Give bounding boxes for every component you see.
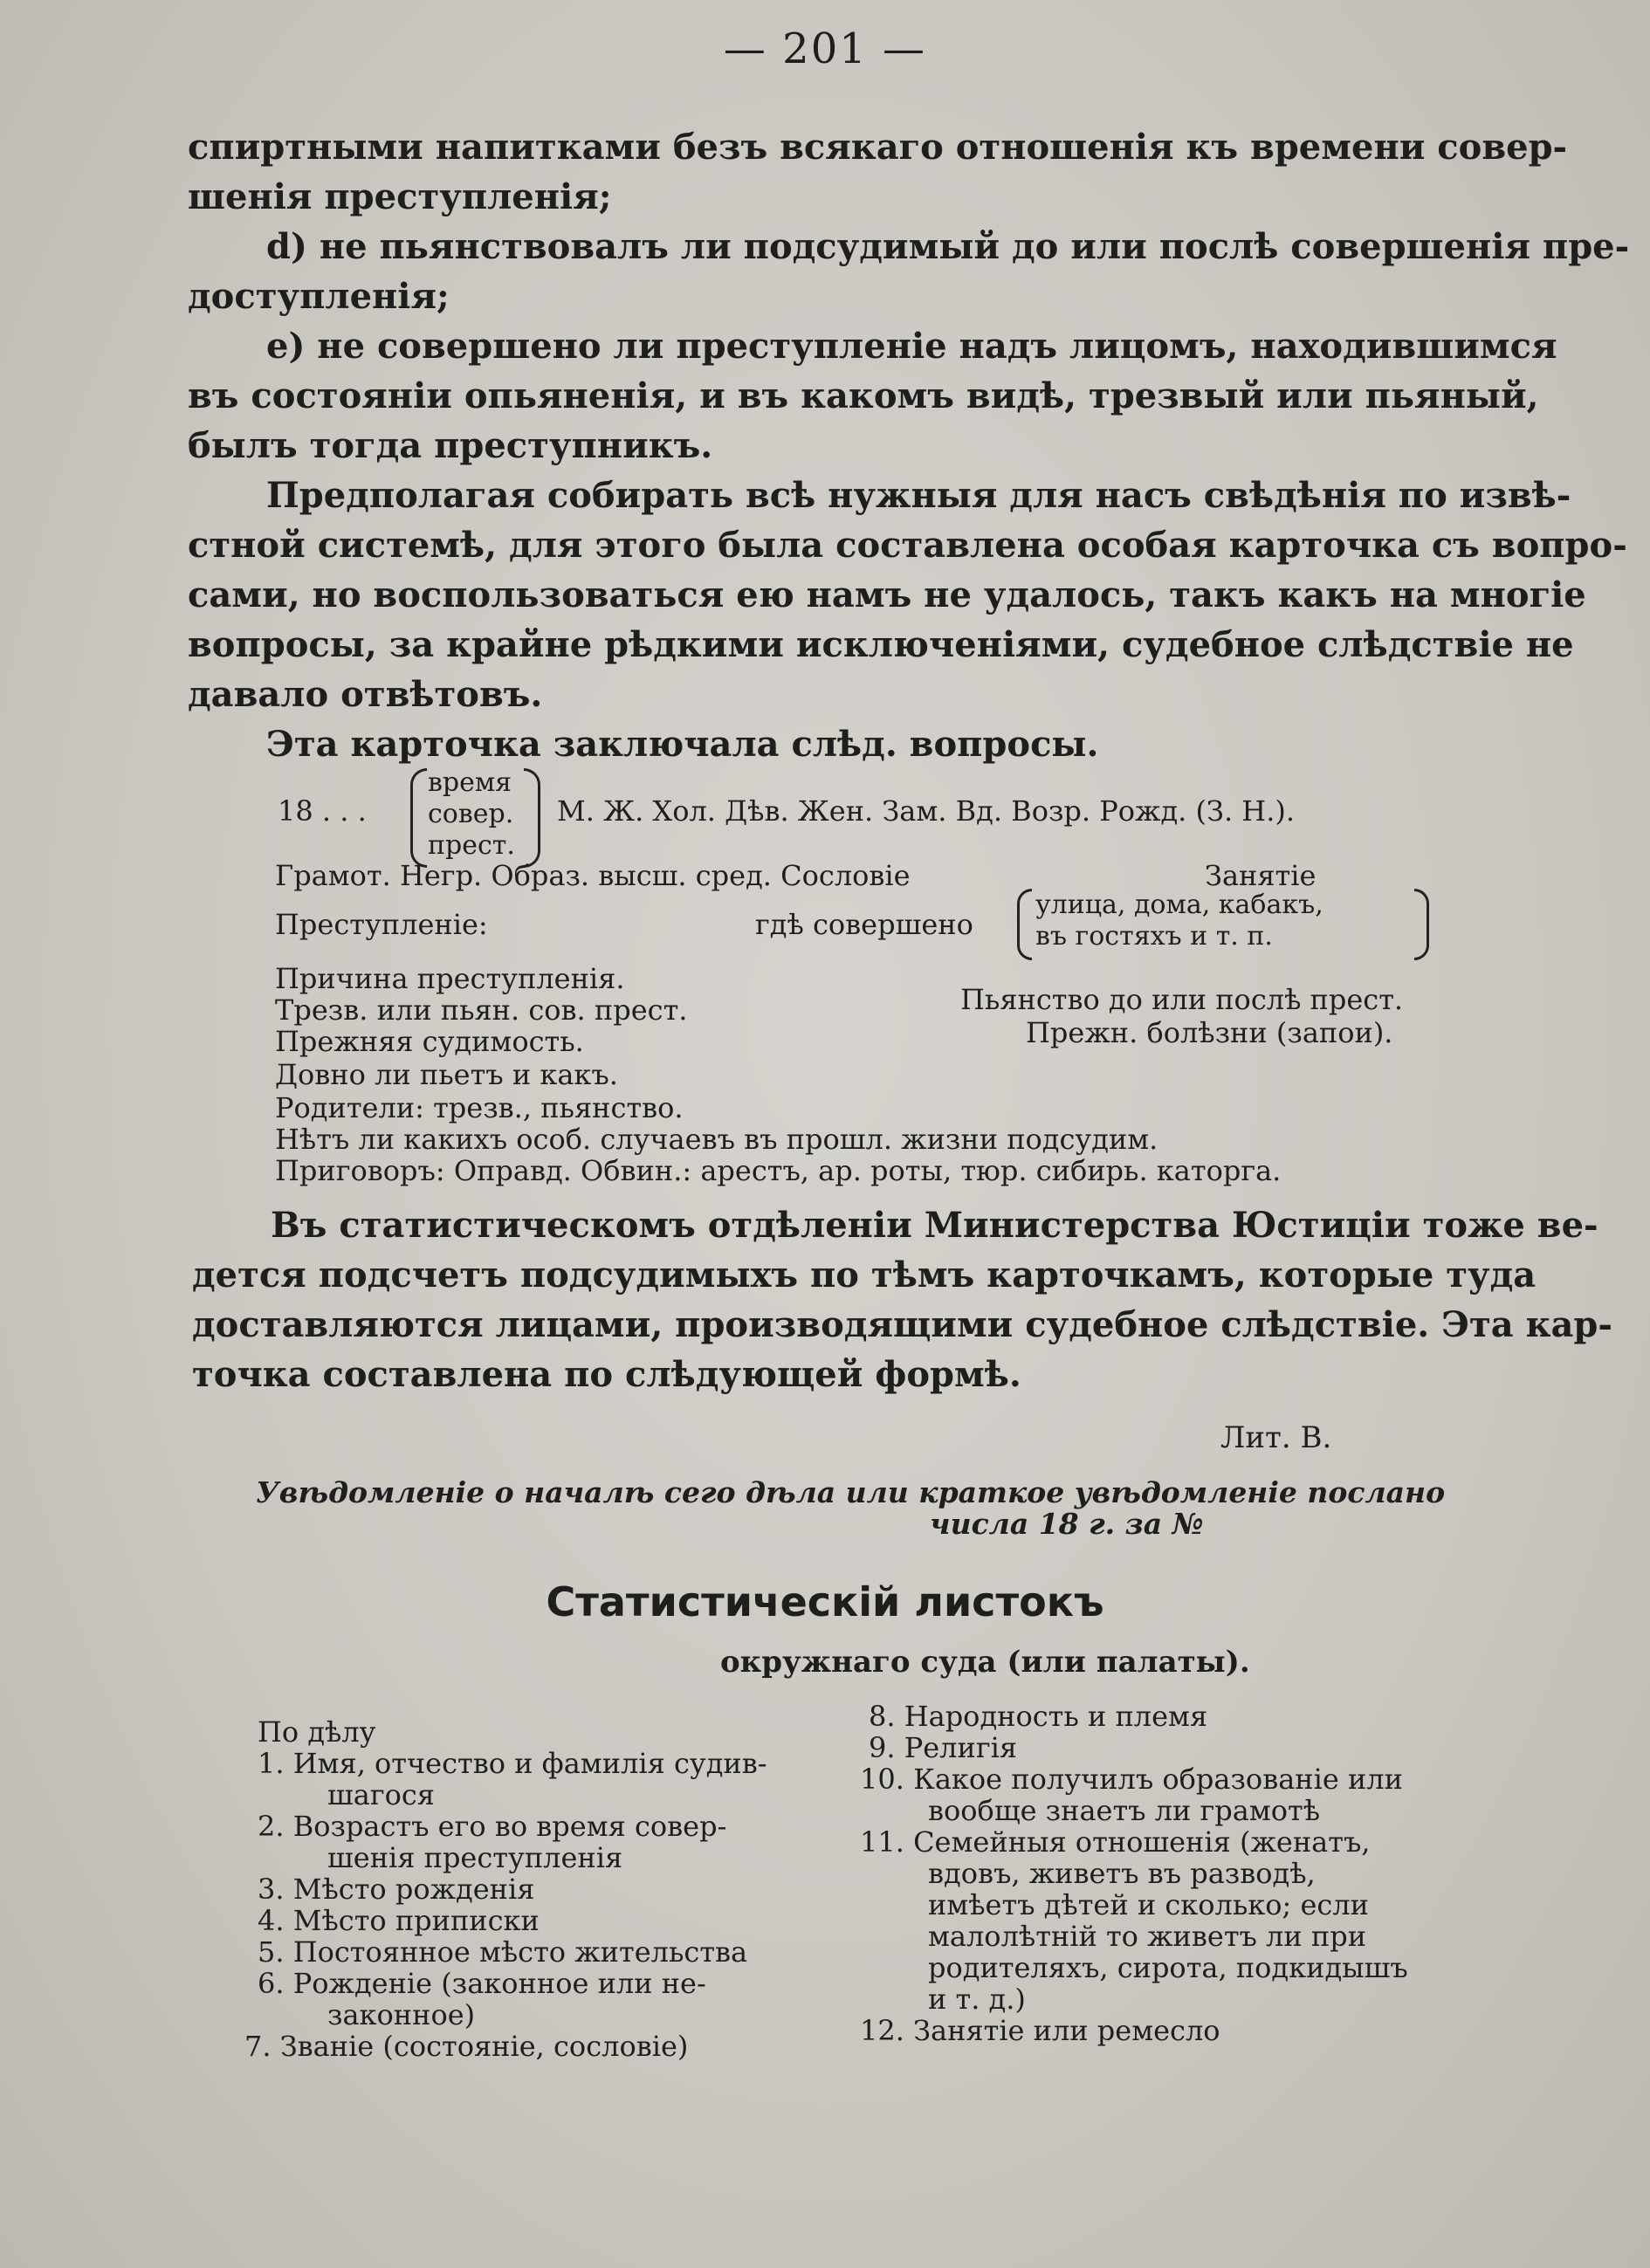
text-line: давало отвѣтовъ. (188, 674, 543, 715)
brace-item: совер. (428, 799, 514, 829)
card-row: Причина преступленія. (275, 962, 625, 995)
card-row: Довно ли пьетъ и какъ. (275, 1058, 618, 1091)
form-left-column (244, 1715, 767, 2063)
text-line: доставляются лицами, производящими судебное слѣдствіе. Эта кар- (192, 1304, 1612, 1345)
list-item: 7. Званіе (состояніе, сословіе) (244, 2030, 689, 2063)
list-item: шагося (327, 1778, 435, 1811)
text-line: Предполагая собирать всѣ нужныя для насъ свѣдѣнія по извѣ- (266, 475, 1571, 516)
text-line: d) не пьянствовалъ ли подсудимый до или послѣ совершенія пре- (266, 226, 1630, 267)
text-line: Въ статистическомъ отдѣленіи Министерства Юстиціи тоже ве- (271, 1205, 1598, 1246)
list-item: 4. Мѣсто приписки (258, 1904, 540, 1937)
card-row: Родители: трезв., пьянство. (275, 1091, 684, 1124)
text-line: шенія преступленія; (188, 176, 612, 217)
list-item: вообще знаетъ ли грамотѣ (928, 1794, 1321, 1827)
list-item: родителяхъ, сирота, подкидышъ (928, 1951, 1408, 1984)
card-row: Приговоръ: Оправд. Обвин.: арестъ, ар. роты, тюр. сибирь. каторга. (275, 1154, 1282, 1187)
right-brace (524, 768, 540, 868)
list-item: 2. Возрастъ его во время совер- (258, 1810, 727, 1843)
list-item: вдовъ, живетъ въ разводѣ, (928, 1857, 1316, 1890)
page-number: — 201 — (723, 24, 927, 73)
text-line: стной системѣ, для этого была составлена особая карточка съ вопро- (188, 525, 1627, 566)
list-item: По дѣлу (258, 1715, 376, 1749)
brace-item: время (428, 767, 512, 798)
list-item: 12. Занятіе или ремесло (860, 2014, 1220, 2047)
list-item: 1. Имя, отчество и фамилія судив- (258, 1747, 767, 1780)
card-row: Пьянство до или послѣ прест. (960, 983, 1404, 1016)
list-item: 11. Семейныя отношенія (женатъ, (860, 1825, 1371, 1859)
notice-line: Увѣдомленіе о началѣ сего дѣла или краткое увѣдомленіе послано (256, 1475, 1446, 1509)
card-row: гдѣ совершено (755, 908, 973, 941)
list-item: 9. Религія (869, 1731, 1018, 1764)
list-item: законное) (327, 1998, 476, 2031)
list-item: малолѣтній то живетъ ли при (928, 1920, 1367, 1953)
list-item: имѣетъ дѣтей и сколько; если (928, 1888, 1369, 1921)
form-title: Статистическій листокъ (546, 1578, 1104, 1625)
card-row: Прежн. болѣзни (запои). (1026, 1016, 1393, 1049)
list-item: 6. Рожденіе (законное или не- (258, 1967, 706, 2000)
card-row: Грамот. Негр. Образ. высш. сред. Сословіе (275, 859, 911, 892)
form-right-column (860, 1700, 1408, 2047)
text-line: въ состояніи опьяненія, и въ какомъ видѣ, трезвый или пьяный, (188, 375, 1539, 416)
list-item: 3. Мѣсто рожденія (258, 1873, 535, 1906)
list-item: и т. д.) (928, 1983, 1026, 2016)
brace-item: улица, дома, кабакъ, (1035, 890, 1323, 920)
text-line: точка составлена по слѣдующей формѣ. (192, 1354, 1021, 1395)
card-row: М. Ж. Хол. Дѣв. Жен. Зам. Вд. Возр. Рожд. (З. Н.). (557, 794, 1296, 828)
card-row: Занятіе (1205, 859, 1317, 892)
right-brace (1414, 889, 1429, 960)
text-line: спиртными напитками безъ всякаго отношенія къ времени совер- (188, 127, 1568, 168)
brace-item: прест. (428, 830, 515, 861)
text-line: сами, но воспользоваться ею намъ не удалось, такъ какъ на многіе (188, 574, 1586, 615)
body-text-bottom (192, 1200, 1612, 1399)
text-line: доступленія; (188, 276, 450, 317)
list-item: 5. Постоянное мѣсто жительства (258, 1935, 748, 1969)
form-subtitle: окружнаго суда (или палаты). (720, 1645, 1250, 1680)
list-item: шенія преступленія (327, 1841, 623, 1874)
body-text-top (188, 122, 1630, 769)
text-line: e) не совершено ли преступленіе надъ лицомъ, находившимся (266, 326, 1557, 367)
card-row: Нѣтъ ли какихъ особ. случаевъ въ прошл. жизни подсудим. (275, 1123, 1158, 1156)
list-item: 8. Народность и племя (869, 1700, 1208, 1733)
card-row: Прежняя судимость. (275, 1025, 584, 1058)
text-line: вопросы, за крайне рѣдкими исключеніями, судебное слѣдствіе не (188, 624, 1574, 665)
text-line: былъ тогда преступникъ. (188, 425, 713, 466)
lit-label: Лит. В. (1220, 1420, 1332, 1455)
card-row: Трезв. или пьян. сов. прест. (275, 993, 688, 1027)
card-row: Преступленіе: (275, 908, 488, 941)
notice-line: числа 18 г. за № (930, 1507, 1204, 1541)
text-line: дется подсчетъ подсудимыхъ по тѣмъ карточкамъ, которые туда (192, 1254, 1537, 1296)
list-item: 10. Какое получилъ образованіе или (860, 1763, 1403, 1796)
text-line: Эта карточка заключала слѣд. вопросы. (266, 724, 1099, 765)
brace-item: въ гостяхъ и т. п. (1035, 921, 1273, 952)
left-brace (1017, 889, 1032, 960)
card-year: 18 . . . (278, 794, 367, 828)
left-brace (410, 768, 427, 868)
